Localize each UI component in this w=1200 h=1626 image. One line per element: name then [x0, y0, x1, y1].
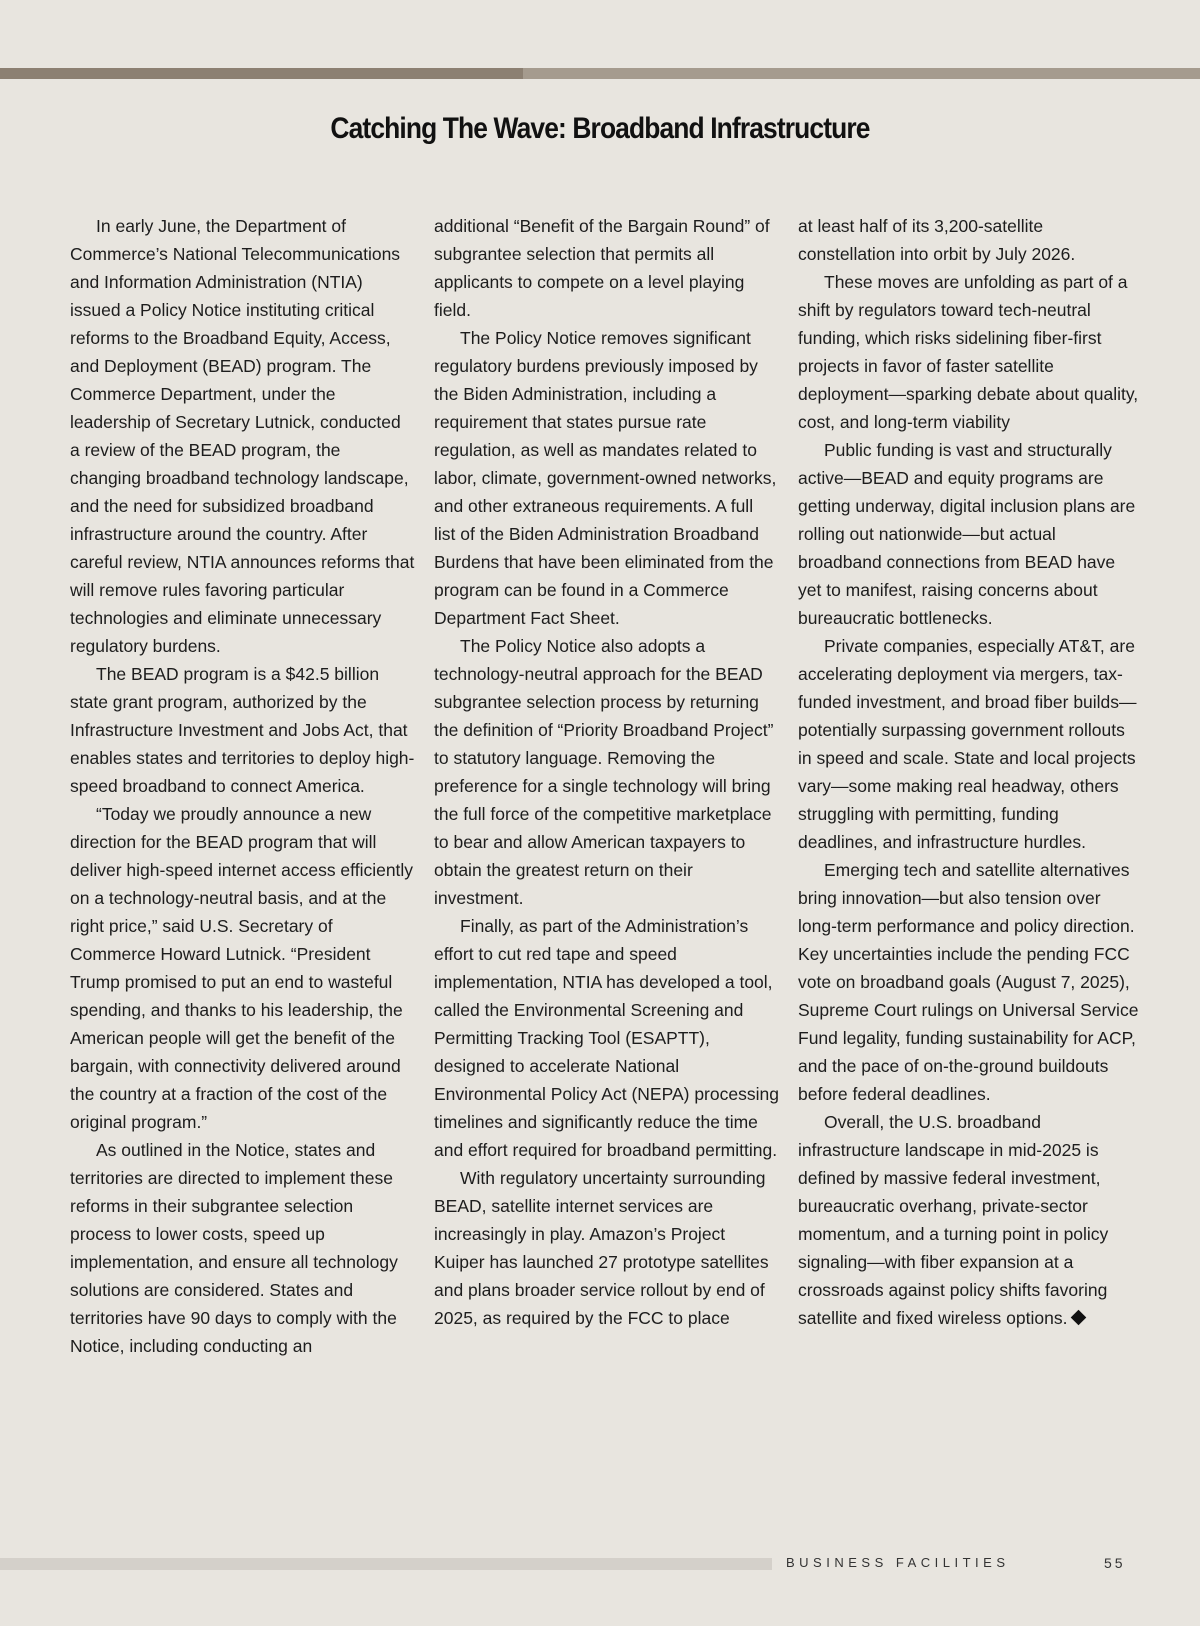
paragraph-continued: additional “Benefit of the Bargain Round” of subgrantee selection that permits all applicants to compete on a level playing field. [434, 216, 770, 320]
paragraph: The Policy Notice also adopts a technology-neutral approach for the BEAD subgrantee selection process by returning the definition of “Priority Broadband Project” to statutory language. Removing the preference for a single technology will bring the full force of the competitive marketplace to bear and allow American taxpayers to obtain the greatest return on their investment. [434, 636, 774, 908]
paragraph-continued: at least half of its 3,200-satellite constellation into orbit by July 2026. [798, 216, 1076, 264]
paragraph: These moves are unfolding as part of a shift by regulators toward tech-neutral funding, which risks sidelining fiber-first projects in favor of faster satellite deployment—sparking debate about quality, cost, and long-term viability [798, 272, 1139, 432]
text-column-3 [798, 212, 1143, 1332]
paragraph: As outlined in the Notice, states and territories are directed to implement these reforms in their subgrantee selection process to lower costs, speed up implementation, and ensure all technology solutions are considered. States and territories have 90 days to comply with the Notice, including conducting an [70, 1140, 398, 1356]
end-mark-icon [1071, 1310, 1087, 1326]
paragraph-text: Overall, the U.S. broadband infrastructure landscape in mid-2025 is defined by massive federal investment, bureaucratic overhang, private-sector momentum, and a turning point in policy signaling—with fiber expansion at a crossroads against policy shifts favoring satellite and fixed wireless options. [798, 1112, 1109, 1328]
paragraph: The BEAD program is a $42.5 billion state grant program, authorized by the Infrastructure Investment and Jobs Act, that enables states and territories to deploy high-speed broadband to connect America. [70, 664, 415, 796]
header-rule-light [523, 68, 1200, 79]
paragraph: “Today we proudly announce a new direction for the BEAD program that will deliver high-speed internet access efficiently on a technology-neutral basis, and at the right price,” said U.S. Secretary of Commerce Howard Lutnick. “President Trump promised to put an end to wasteful spending, and thanks to his leadership, the American people will get the benefit of the bargain, with connectivity delivered around the country at a fraction of the cost of the original program.” [70, 804, 414, 1132]
paragraph: Finally, as part of the Administration’s effort to cut red tape and speed implementation, NTIA has developed a tool, called the Environmental Screening and Permitting Tracking Tool (ESAPTT), designed to accelerate National Environmental Policy Act (NEPA) processing timelines and significantly reduce the time and effort required for broadband permitting. [434, 916, 779, 1160]
paragraph: In early June, the Department of Commerce’s National Telecommunications and Information Administration (NTIA) issued a Policy Notice instituting critical reforms to the Broadband Equity, Access, and Deployment (BEAD) program. The Commerce Department, under the leadership of Secretary Lutnick, conducted a review of the BEAD program, the changing broadband technology landscape, and the need for subsidized broadband infrastructure around the country. After careful review, NTIA announces reforms that will remove rules favoring particular technologies and eliminate unnecessary regulatory burdens. [70, 216, 415, 656]
text-column-2 [434, 212, 779, 1332]
text-column-1 [70, 212, 415, 1360]
paragraph-final [798, 1108, 1143, 1332]
footer-rule [0, 1558, 772, 1570]
header-rule-dark [0, 68, 523, 79]
paragraph: The Policy Notice removes significant regulatory burdens previously imposed by the Biden Administration, including a requirement that states pursue rate regulation, as well as mandates related to labor, climate, government-owned networks, and other extraneous requirements. A full list of the Biden Administration Broadband Burdens that have been eliminated from the program can be found in a Commerce Department Fact Sheet. [434, 328, 777, 628]
paragraph: Public funding is vast and structurally active—BEAD and equity programs are getting underway, digital inclusion plans are rolling out nationwide—but actual broadband connections from BEAD have yet to manifest, raising concerns about bureaucratic bottlenecks. [798, 440, 1136, 628]
footer-publication: BUSINESS FACILITIES [786, 1555, 1010, 1570]
paragraph: With regulatory uncertainty surrounding BEAD, satellite internet services are increasingly in play. Amazon’s Project Kuiper has launched 27 prototype satellites and plans broader service rollout by end of 2025, as required by the FCC to place [434, 1168, 769, 1328]
page-number: 55 [1104, 1555, 1126, 1571]
paragraph: Private companies, especially AT&T, are accelerating deployment via mergers, tax-funded investment, and broad fiber builds—potentially surpassing government rollouts in speed and scale. State and local projects vary—some making real headway, others struggling with permitting, funding deadlines, and infrastructure hurdles. [798, 636, 1137, 852]
article-title: Catching The Wave: Broadband Infrastructure [330, 112, 870, 145]
paragraph: Emerging tech and satellite alternatives bring innovation—but also tension over long-term performance and policy direction. Key uncertainties include the pending FCC vote on broadband goals (August 7, 2025), Supreme Court rulings on Universal Service Fund legality, funding sustainability for ACP, and the pace of on-the-ground buildouts before federal deadlines. [798, 860, 1139, 1104]
